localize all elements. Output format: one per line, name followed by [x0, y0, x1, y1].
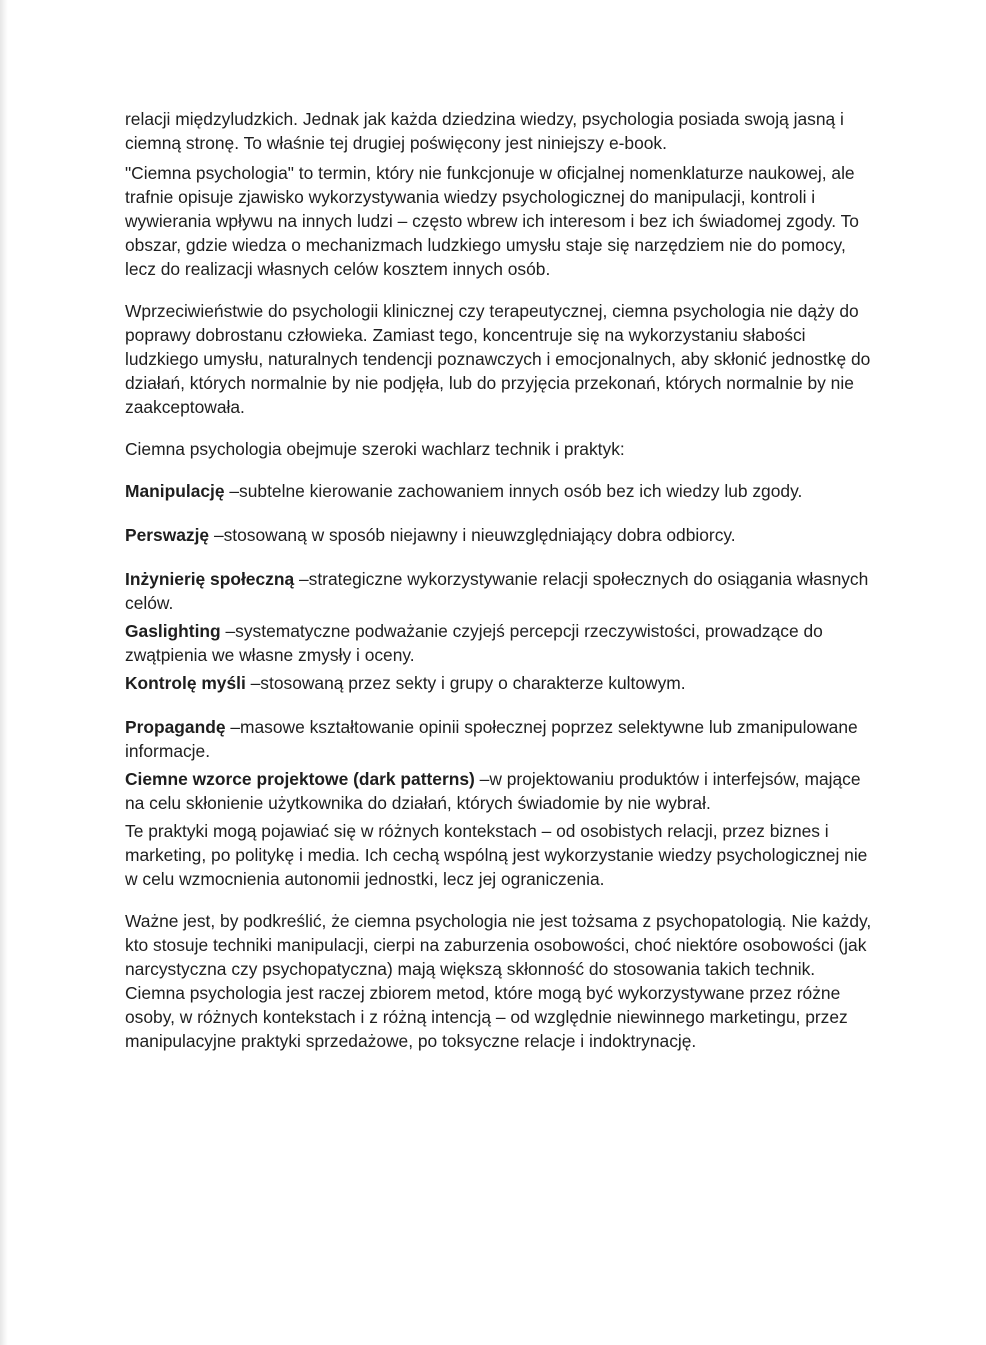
paragraph-contrast: Wprzeciwieństwie do psychologii klinicznej czy terapeutycznej, ciemna psychologia nie dąży do poprawy dobrostanu człowieka. Zamiast tego, koncentruje się na wykorzystaniu słabości ludzkiego umysłu, naturalnych tendencji poznawczych i emocjonalnych, aby skłonić jednostkę do działań, których normalnie by nie podjęła, lub do przyjęcia przekonań, których normalnie by nie zaakceptowała.: [125, 301, 871, 417]
paragraph-techniques-intro: Ciemna psychologia obejmuje szeroki wachlarz technik i praktyk:: [125, 439, 625, 459]
technique-item: [125, 671, 873, 695]
paragraph-psychopathology: Ważne jest, by podkreślić, że ciemna psychologia nie jest tożsama z psychopatologią. Nie każdy, kto stosuje techniki manipulacji, cierpi na zaburzenia osobowości, choć niektóre osobowości (jak narcystyczna czy psychopatyczna) mają większą skłonność do stosowania takich technik. Ciemna psychologia jest raczej zbiorem metod, które mogą być wykorzystywane przez różne osoby, w różnych kontekstach i z różną intencją – od względnie niewinnego marketingu, przez manipulacyjne praktyki sprzedażowe, po toksyczne relacje i indoktrynację.: [125, 911, 872, 1051]
technique-item: [125, 523, 873, 547]
technique-item: [125, 767, 873, 815]
technique-term: Manipulację: [125, 481, 225, 501]
technique-item: [125, 567, 873, 615]
technique-item: [125, 619, 873, 667]
technique-description: –stosowaną przez sekty i grupy o charakterze kultowym.: [245, 673, 686, 693]
technique-description: –masowe kształtowanie opinii społecznej poprzez selektywne lub zmanipulowane informacje.: [125, 717, 858, 761]
technique-item: [125, 715, 873, 763]
technique-term: Ciemne wzorce projektowe (dark patterns): [125, 769, 475, 789]
paragraph-intro-continuation: relacji międzyludzkich. Jednak jak każda dziedzina wiedzy, psychologia posiada swoją jasną i ciemną stronę. To właśnie tej drugiej poświęcony jest niniejszy e-book.: [125, 109, 844, 153]
technique-term: Propagandę: [125, 717, 226, 737]
technique-description: –strategiczne wykorzystywanie relacji społecznych do osiągania własnych celów.: [125, 569, 869, 613]
technique-description: –w projektowaniu produktów i interfejsów, mające na celu skłonienie użytkownika do działań, których świadomie by nie wybrał.: [125, 769, 861, 813]
technique-item: [125, 479, 873, 503]
paragraph-definition: "Ciemna psychologia" to termin, który nie funkcjonuje w oficjalnej nomenklaturze naukowej, ale trafnie opisuje zjawisko wykorzystywania wiedzy psychologicznej do manipulacji, kontroli i wywierania wpływu na innych ludzi – często wbrew ich interesom i bez ich świadomej zgody. To obszar, gdzie wiedza o mechanizmach ludzkiego umysłu staje się narzędziem nie do pomocy, lecz do realizacji własnych celów kosztem innych osób.: [125, 163, 859, 279]
technique-term: Gaslighting: [125, 621, 221, 641]
technique-description: –stosowaną w sposób niejawny i nieuwzględniający dobra odbiorcy.: [209, 525, 736, 545]
paragraph-contexts: Te praktyki mogą pojawiać się w różnych kontekstach – od osobistych relacji, przez biznes i marketing, po politykę i media. Ich cechą wspólną jest wykorzystanie wiedzy psychologicznej nie w celu wzmocnienia autonomii jednostki, lecz jej ograniczenia.: [125, 821, 868, 889]
technique-description: –systematyczne podważanie czyjejś percepcji rzeczywistości, prowadzące do zwątpienia we własne zmysły i oceny.: [125, 621, 823, 665]
page-edge: [0, 0, 8, 1345]
document-page: [125, 107, 873, 1053]
technique-term: Kontrolę myśli: [125, 673, 246, 693]
technique-description: –subtelne kierowanie zachowaniem innych osób bez ich wiedzy lub zgody.: [224, 481, 803, 501]
technique-term: Inżynierię społeczną: [125, 569, 295, 589]
technique-term: Perswazję: [125, 525, 210, 545]
